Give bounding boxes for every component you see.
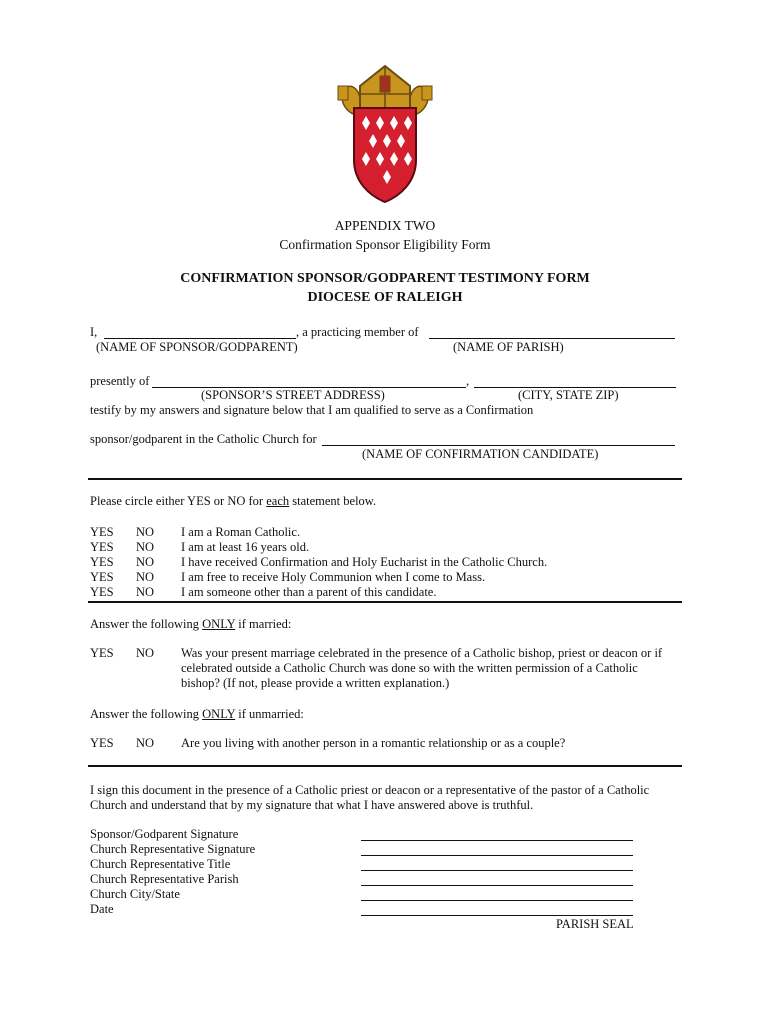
statement-text: I am someone other than a parent of this candidate. bbox=[181, 585, 437, 599]
relationship-question: Are you living with another person in a romantic relationship or as a couple? bbox=[181, 736, 566, 750]
section-divider bbox=[88, 601, 682, 603]
yes-option[interactable]: YES bbox=[90, 555, 114, 569]
signature-label: Church Representative Signature bbox=[90, 842, 256, 856]
address-comma: , bbox=[466, 374, 470, 388]
yes-option[interactable]: YES bbox=[90, 570, 114, 584]
appendix-heading: APPENDIX TWO bbox=[334, 218, 436, 233]
street-address-label: (SPONSOR’S STREET ADDRESS) bbox=[201, 388, 385, 402]
marriage-question: Was your present marriage celebrated in the presence of a Catholic bishop, priest or deacon or if bbox=[181, 646, 663, 660]
candidate-name-field[interactable] bbox=[322, 445, 675, 446]
attestation-text: I sign this document in the presence of a Catholic priest or deacon or a representative of the pastor of a Catholic bbox=[90, 783, 650, 797]
sponsor-name-field[interactable] bbox=[104, 338, 296, 339]
attestation-text: Church and understand that by my signature that what I have answered above is truthful. bbox=[90, 798, 534, 812]
section-divider bbox=[88, 478, 682, 480]
signature-label: Church Representative Parish bbox=[90, 872, 239, 886]
parish-name-field[interactable] bbox=[429, 338, 675, 339]
signature-label: Church Representative Title bbox=[90, 857, 231, 871]
date-field[interactable] bbox=[361, 915, 633, 916]
city-state-field[interactable] bbox=[361, 900, 633, 901]
no-option[interactable]: NO bbox=[136, 525, 155, 539]
rep-parish-field[interactable] bbox=[361, 885, 633, 886]
sponsor-name-label: (NAME OF SPONSOR/GODPARENT) bbox=[96, 340, 298, 354]
statement-text: I am free to receive Holy Communion when I come to Mass. bbox=[181, 570, 486, 584]
testify-text: testify by my answers and signature below that I am qualified to serve as a Confirmation bbox=[90, 403, 534, 417]
no-option[interactable]: NO bbox=[136, 570, 155, 584]
statement-text: I am a Roman Catholic. bbox=[181, 525, 301, 539]
presently-of-text: presently of bbox=[90, 374, 150, 388]
yes-option[interactable]: YES bbox=[90, 525, 114, 539]
form-title: CONFIRMATION SPONSOR/GODPARENT TESTIMONY FORM bbox=[180, 271, 590, 286]
candidate-name-label: (NAME OF CONFIRMATION CANDIDATE) bbox=[362, 447, 599, 461]
parish-name-label: (NAME OF PARISH) bbox=[453, 340, 564, 354]
marriage-question: bishop? (If not, please provide a written explanation.) bbox=[181, 676, 450, 690]
practicing-member-text: , a practicing member of bbox=[296, 325, 419, 339]
statement-text: I have received Confirmation and Holy Eucharist in the Catholic Church. bbox=[181, 555, 548, 569]
rep-signature-field[interactable] bbox=[361, 855, 633, 856]
yes-option[interactable]: YES bbox=[90, 585, 114, 599]
no-option[interactable]: NO bbox=[136, 585, 155, 599]
signature-label: Date bbox=[90, 902, 114, 916]
no-option[interactable]: NO bbox=[136, 555, 155, 569]
no-option[interactable]: NO bbox=[136, 646, 155, 660]
rep-title-field[interactable] bbox=[361, 870, 633, 871]
city-state-zip-label: (CITY, STATE ZIP) bbox=[518, 388, 619, 402]
parish-seal-label: PARISH SEAL bbox=[556, 917, 634, 931]
sponsor-signature-field[interactable] bbox=[361, 840, 633, 841]
yes-option[interactable]: YES bbox=[90, 540, 114, 554]
no-option[interactable]: NO bbox=[136, 736, 155, 750]
yes-option[interactable]: YES bbox=[90, 646, 114, 660]
statement-text: I am at least 16 years old. bbox=[181, 540, 310, 554]
section-divider bbox=[88, 765, 682, 767]
marriage-question: celebrated outside a Catholic Church was done so with the written permission of a Catholic bbox=[181, 661, 638, 675]
diocese-title: DIOCESE OF RALEIGH bbox=[307, 290, 463, 305]
signature-label: Sponsor/Godparent Signature bbox=[90, 827, 239, 841]
married-instructions: Answer the following ONLY if married: bbox=[90, 617, 292, 631]
no-option[interactable]: NO bbox=[136, 540, 155, 554]
signature-label: Church City/State bbox=[90, 887, 180, 901]
sponsor-for-text: sponsor/godparent in the Catholic Church for bbox=[90, 432, 317, 446]
unmarried-instructions: Answer the following ONLY if unmarried: bbox=[90, 707, 304, 721]
diocese-crest-logo bbox=[330, 64, 440, 204]
i-prefix: I, bbox=[90, 325, 98, 339]
form-subtitle: Confirmation Sponsor Eligibility Form bbox=[279, 237, 491, 252]
circle-instructions: Please circle either YES or NO for each statement below. bbox=[90, 494, 377, 508]
yes-option[interactable]: YES bbox=[90, 736, 114, 750]
